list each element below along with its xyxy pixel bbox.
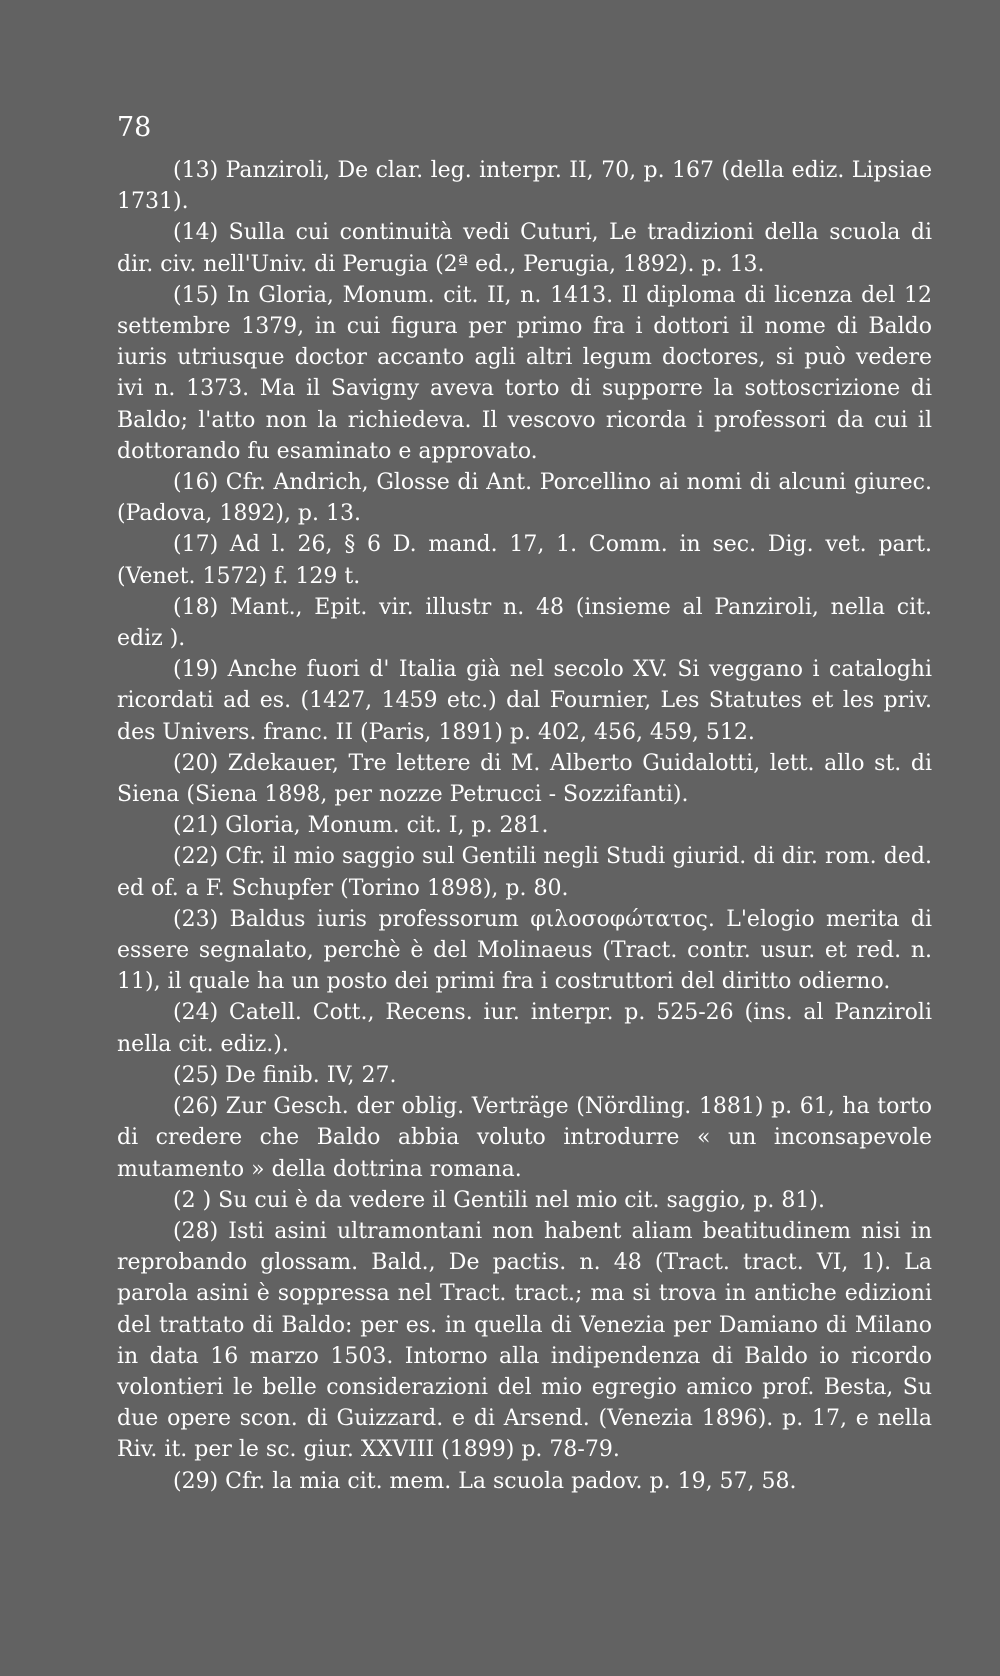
footnote: (17) Ad l. 26, § 6 D. mand. 17, 1. Comm. in sec. Dig. vet. part. (Venet. 1572) f. 129 t. — [117, 532, 932, 589]
footnote: (19) Anche fuori d' Italia già nel secolo XV. Si veggano i cataloghi ricordati ad es. (1427, 1459 etc.) dal Fournier, Les Statutes et les priv. des Univers. franc. II (Paris, 1891) p. 402, 456, 459, 512. — [117, 657, 932, 745]
footnote: (21) Gloria, Monum. cit. I, p. 281. — [173, 813, 549, 839]
footnote: (25) De finib. IV, 27. — [173, 1062, 397, 1088]
footnote: (18) Mant., Epit. vir. illustr n. 48 (insieme al Panziroli, nella cit. ediz ). — [117, 594, 932, 652]
footnote: (2 ) Su cui è da vedere il Gentili nel mio cit. saggio, p. 81). — [173, 1187, 825, 1213]
footnote: (13) Panziroli, De clar. leg. interpr. II, 70, p. 167 (della ediz. Lipsiae 1731). — [117, 158, 932, 215]
footnote: (16) Cfr. Andrich, Glosse di Ant. Porcellino ai nomi di alcuni giurec. (Padova, 1892), p. 13. — [117, 470, 932, 527]
footnote: (23) Baldus iuris professorum φιλοσοφώτατος. L'elogio merita di essere segnalato, perchè è del Molinaeus (Tract. contr. usur. et red. n. 11), il quale ha un posto dei primi fra i costruttori del diritto odierno. — [117, 906, 932, 995]
footnote: (15) In Gloria, Monum. cit. II, n. 1413. Il diploma di licenza del 12 settembre 1379, in cui figura per primo fra i dottori il nome di Baldo iuris utriusque doctor accanto agli altri legum doctores, si può vedere ivi n. 1373. Ma il Savigny aveva torto di supporre la sottoscrizione di Baldo; l'atto non la richiedeva. Il vescovo ricorda i professori da cui il dottorando fu esaminato e approvato. — [117, 282, 932, 464]
footnote: (20) Zdekauer, Tre lettere di M. Alberto Guidalotti, lett. allo st. di Siena (Siena 1898, per nozze Petrucci - Sozzifanti). — [117, 750, 932, 808]
footnote: (24) Catell. Cott., Recens. iur. interpr. p. 525-26 (ins. al Panziroli nella cit. ediz.). — [117, 1000, 932, 1057]
footnote: (22) Cfr. il mio saggio sul Gentili negli Studi giurid. di dir. rom. ded. ed of. a F. Schupfer (Torino 1898), p. 80. — [117, 844, 932, 901]
footnote: (14) Sulla cui continuità vedi Cuturi, Le tradizioni della scuola di dir. civ. nell'Univ. di Perugia (2ª ed., Perugia, 1892). p. 13. — [117, 220, 932, 277]
footnote: (28) Isti asini ultramontani non habent aliam beatitudinem nisi in reprobando glossam. Bald., De pactis. n. 48 (Tract. tract. VI, 1). La parola asini è soppressa nel Tract. tract.; ma si trova in antiche edizioni del trattato di Baldo: per es. in quella di Venezia per Damiano di Milano in data 16 marzo 1503. Intorno alla indipendenza di Baldo io ricordo volontieri le belle considerazioni del mio egregio amico prof. Besta, Su due opere scon. di Guizzard. e di Arsend. (Venezia 1896). p. 17, e nella Riv. it. per le sc. giur. XXVIII (1899) p. 78-79. — [117, 1218, 932, 1463]
footnotes — [117, 155, 932, 1497]
page-number: 78 — [117, 112, 152, 143]
footnote: (26) Zur Gesch. der oblig. Verträge (Nördling. 1881) p. 61, ha torto di credere che Baldo abbia voluto introdurre « un inconsapevole mutamento » della dottrina romana. — [117, 1094, 932, 1182]
footnote: (29) Cfr. la mia cit. mem. La scuola padov. p. 19, 57, 58. — [173, 1468, 797, 1494]
